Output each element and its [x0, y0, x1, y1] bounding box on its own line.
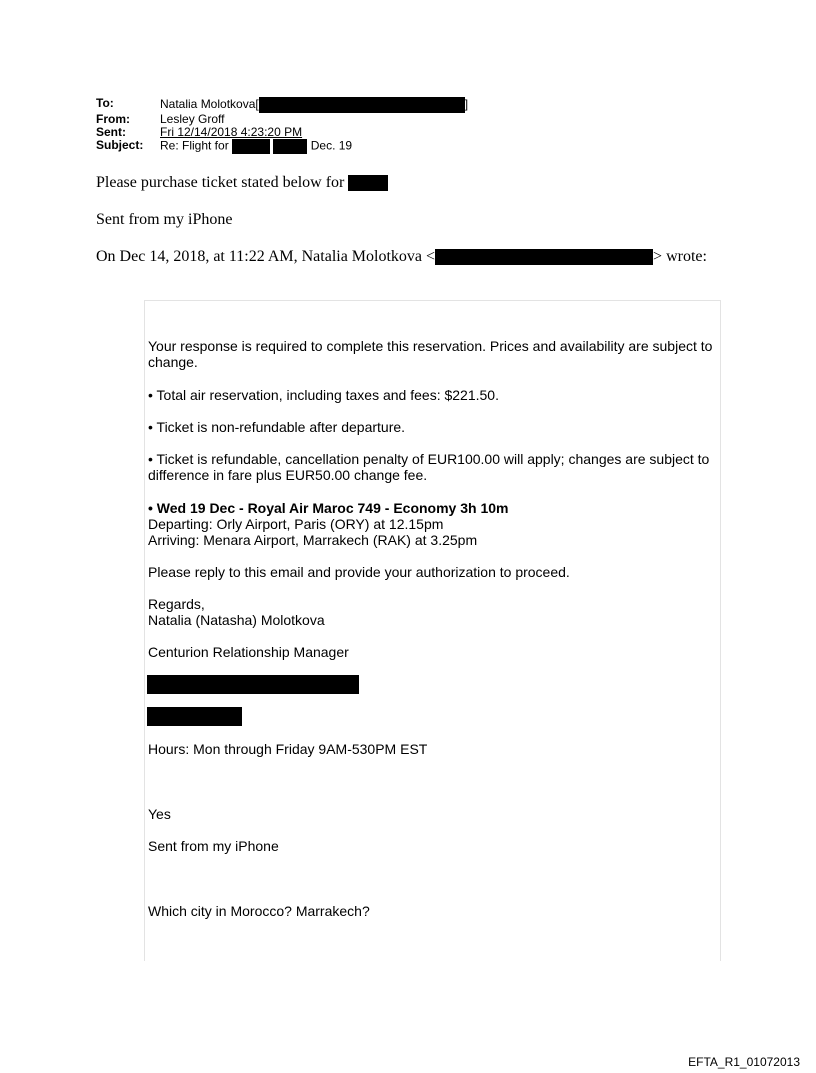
to-close: ] [464, 97, 469, 112]
redaction-box [232, 139, 270, 154]
redaction-box [348, 175, 388, 191]
quoted-sent-from: Sent from my iPhone [148, 838, 279, 854]
sent-row [96, 126, 468, 139]
non-refundable-bullet: • Ticket is non-refundable after departure. [148, 419, 406, 435]
from-value: Lesley Groff [160, 112, 225, 126]
document-id: EFTA_R1_01072013 [688, 1055, 800, 1069]
refundable-bullet: • Ticket is refundable, cancellation penalty of EUR100.00 will apply; changes are subject to difference in fare plus EUR50.00 change fee. [148, 451, 710, 483]
email-header [96, 97, 468, 154]
subject-label: Subject: [96, 138, 144, 152]
redaction-box [147, 707, 242, 726]
response-required-text: Your response is required to complete this reservation. Prices and availability are subject to change. [148, 338, 713, 370]
reply-purchase-text: Please purchase ticket stated below for [96, 174, 345, 191]
sent-value: Fri 12/14/2018 4:23:20 PM [160, 125, 303, 139]
to-value: Natalia Molotkova[ [160, 97, 259, 112]
signature-name: Natalia (Natasha) Molotkova [148, 612, 325, 628]
authorization-request: Please reply to this email and provide your authorization to proceed. [148, 564, 570, 580]
quoted-message [144, 300, 721, 961]
quote-intro-suffix: > wrote: [653, 248, 707, 265]
city-question: Which city in Morocco? Marrakech? [148, 903, 370, 919]
quote-intro-prefix: On Dec 14, 2018, at 11:22 AM, Natalia Molotkova < [96, 248, 436, 265]
redaction-box [147, 675, 359, 694]
reply-sent-from: Sent from my iPhone [96, 211, 233, 228]
departing-text: Departing: Orly Airport, Paris (ORY) at 12.15pm [148, 516, 444, 532]
signature-title: Centurion Relationship Manager [148, 644, 349, 660]
to-label: To: [96, 96, 114, 110]
redaction-box [259, 97, 465, 113]
reply-line-1 [96, 174, 388, 192]
redaction-box [435, 249, 653, 265]
yes-reply: Yes [148, 806, 171, 822]
to-row [96, 97, 468, 113]
quote-intro [96, 248, 707, 266]
arriving-text: Arriving: Menara Airport, Marrakech (RAK) at 3.25pm [148, 532, 478, 548]
office-hours: Hours: Mon through Friday 9AM-530PM EST [148, 741, 428, 757]
redaction-box [273, 139, 307, 154]
subject-row [96, 139, 468, 154]
regards-text: Regards, [148, 596, 205, 612]
from-label: From: [96, 112, 130, 126]
flight-title: • Wed 19 Dec - Royal Air Maroc 749 - Economy 3h 10m [148, 500, 509, 516]
subject-prefix: Re: Flight for [160, 138, 229, 153]
sent-label: Sent: [96, 125, 126, 139]
subject-suffix: Dec. 19 [310, 138, 353, 153]
total-reservation-bullet: • Total air reservation, including taxes and fees: $221.50. [148, 387, 499, 403]
